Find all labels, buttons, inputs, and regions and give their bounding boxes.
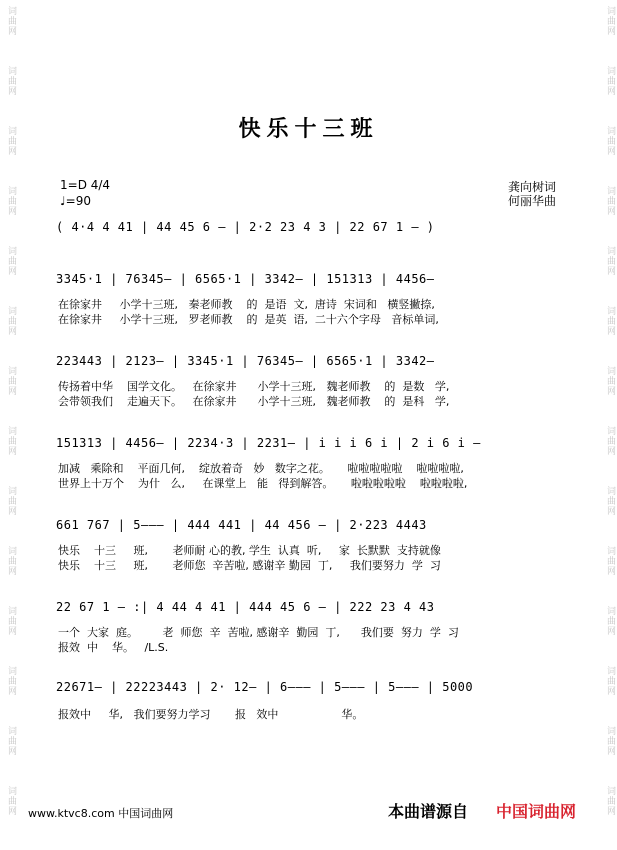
watermark-text: 词曲网 [605,6,615,36]
watermark-text: 词曲网 [6,666,16,696]
watermark-text: 词曲网 [605,666,615,696]
lyric-verse-2: 报效 中 华。 /L.S. [58,641,169,654]
lyric-verse-2: 快乐 十三 班, 老师您 辛苦啦, 感谢辛 勤园 丁, 我们要努力 学 习 [58,559,441,572]
watermark-text: 词曲网 [6,6,16,36]
lyric-verse-2: 在徐家井 小学十三班, 罗老师教 的 是英 语, 二十六个字母 音标单词, [58,313,439,326]
watermark-text: 词曲网 [6,546,16,576]
lyric-verse-1: 一个 大家 庭。 老 师您 辛 苦啦, 感谢辛 勤园 丁, 我们要 努力 学 习 [58,626,459,639]
watermark-text: 词曲网 [605,186,615,216]
notation-line: 22671– | 22223443 | 2· 12– | 6––– | 5––– | 5––– | 5000 [56,680,474,694]
watermark-text: 词曲网 [605,726,615,756]
footer-url[interactable]: www.ktvc8.com 中国词曲网 [28,807,174,820]
watermark-text: 词曲网 [605,246,615,276]
lyric-verse-1: 快乐 十三 班, 老师耐 心的教, 学生 认真 听, 家 长默默 支持就像 [58,544,441,557]
watermark-text: 词曲网 [605,426,615,456]
notation-line: 151313 | 4456– | 2234·3 | 2231– | i i i 6 i | 2 i 6 i – [56,436,481,450]
footer-source-label: 本曲谱源自 [388,802,469,821]
lyric-verse-1: 报效中 华, 我们要努力学习 报 效中 华。 [58,708,364,721]
watermark-text: 词曲网 [605,786,615,816]
lyric-verse-1: 在徐家井 小学十三班, 秦老师教 的 是语 文, 唐诗 宋词和 横竖撇捺, [58,298,435,311]
lyric-verse-2: 世界上十万个 为什 么, 在课堂上 能 得到解答。 啦啦啦啦啦 啦啦啦啦, [58,477,468,490]
watermark-text: 词曲网 [605,366,615,396]
tempo-marking: ♩=90 [60,194,91,208]
watermark-text: 词曲网 [6,426,16,456]
watermark-text: 词曲网 [6,726,16,756]
watermark-text: 词曲网 [605,546,615,576]
notation-line: 223443 | 2123– | 3345·1 | 76345– | 6565·1 | 3342– [56,354,435,368]
notation-line: 3345·1 | 76345– | 6565·1 | 3342– | 151313 | 4456– [56,272,435,286]
watermark-text: 词曲网 [605,126,615,156]
watermark-text: 词曲网 [605,306,615,336]
watermark-text: 词曲网 [6,126,16,156]
lyricist-credit: 龚向树词 [508,180,557,194]
watermark-text: 词曲网 [6,66,16,96]
notation-line: ( 4·4 4 41 | 44 45 6 – | 2·2 23 4 3 | 22 67 1 – ) [56,220,435,234]
song-title: 快乐十三班 [238,117,379,142]
watermark-text: 词曲网 [6,186,16,216]
composer-credit: 何丽华曲 [508,194,557,208]
watermark-text: 词曲网 [605,66,615,96]
watermark-text: 词曲网 [6,786,16,816]
watermark-text: 词曲网 [605,606,615,636]
lyric-verse-2: 会带领我们 走遍天下。 在徐家井 小学十三班, 魏老师教 的 是科 学, [58,395,450,408]
key-signature: 1=D 4/4 [60,178,111,192]
watermark-text: 词曲网 [605,486,615,516]
watermark-text: 词曲网 [6,486,16,516]
notation-line: 661 767 | 5––– | 444 441 | 44 456 – | 2·223 4443 [56,518,427,532]
lyric-verse-1: 传扬着中华 国学文化。 在徐家井 小学十三班, 魏老师教 的 是数 学, [58,380,450,393]
footer-brand[interactable]: 中国词曲网 [496,802,577,821]
notation-line: 22 67 1 – :| 4 44 4 41 | 444 45 6 – | 222 23 4 43 [56,600,435,614]
watermark-text: 词曲网 [6,606,16,636]
watermark-text: 词曲网 [6,366,16,396]
watermark-text: 词曲网 [6,246,16,276]
lyric-verse-1: 加减 乘除和 平面几何, 绽放着奇 妙 数字之花。 啦啦啦啦啦 啦啦啦啦, [58,462,464,475]
watermark-text: 词曲网 [6,306,16,336]
